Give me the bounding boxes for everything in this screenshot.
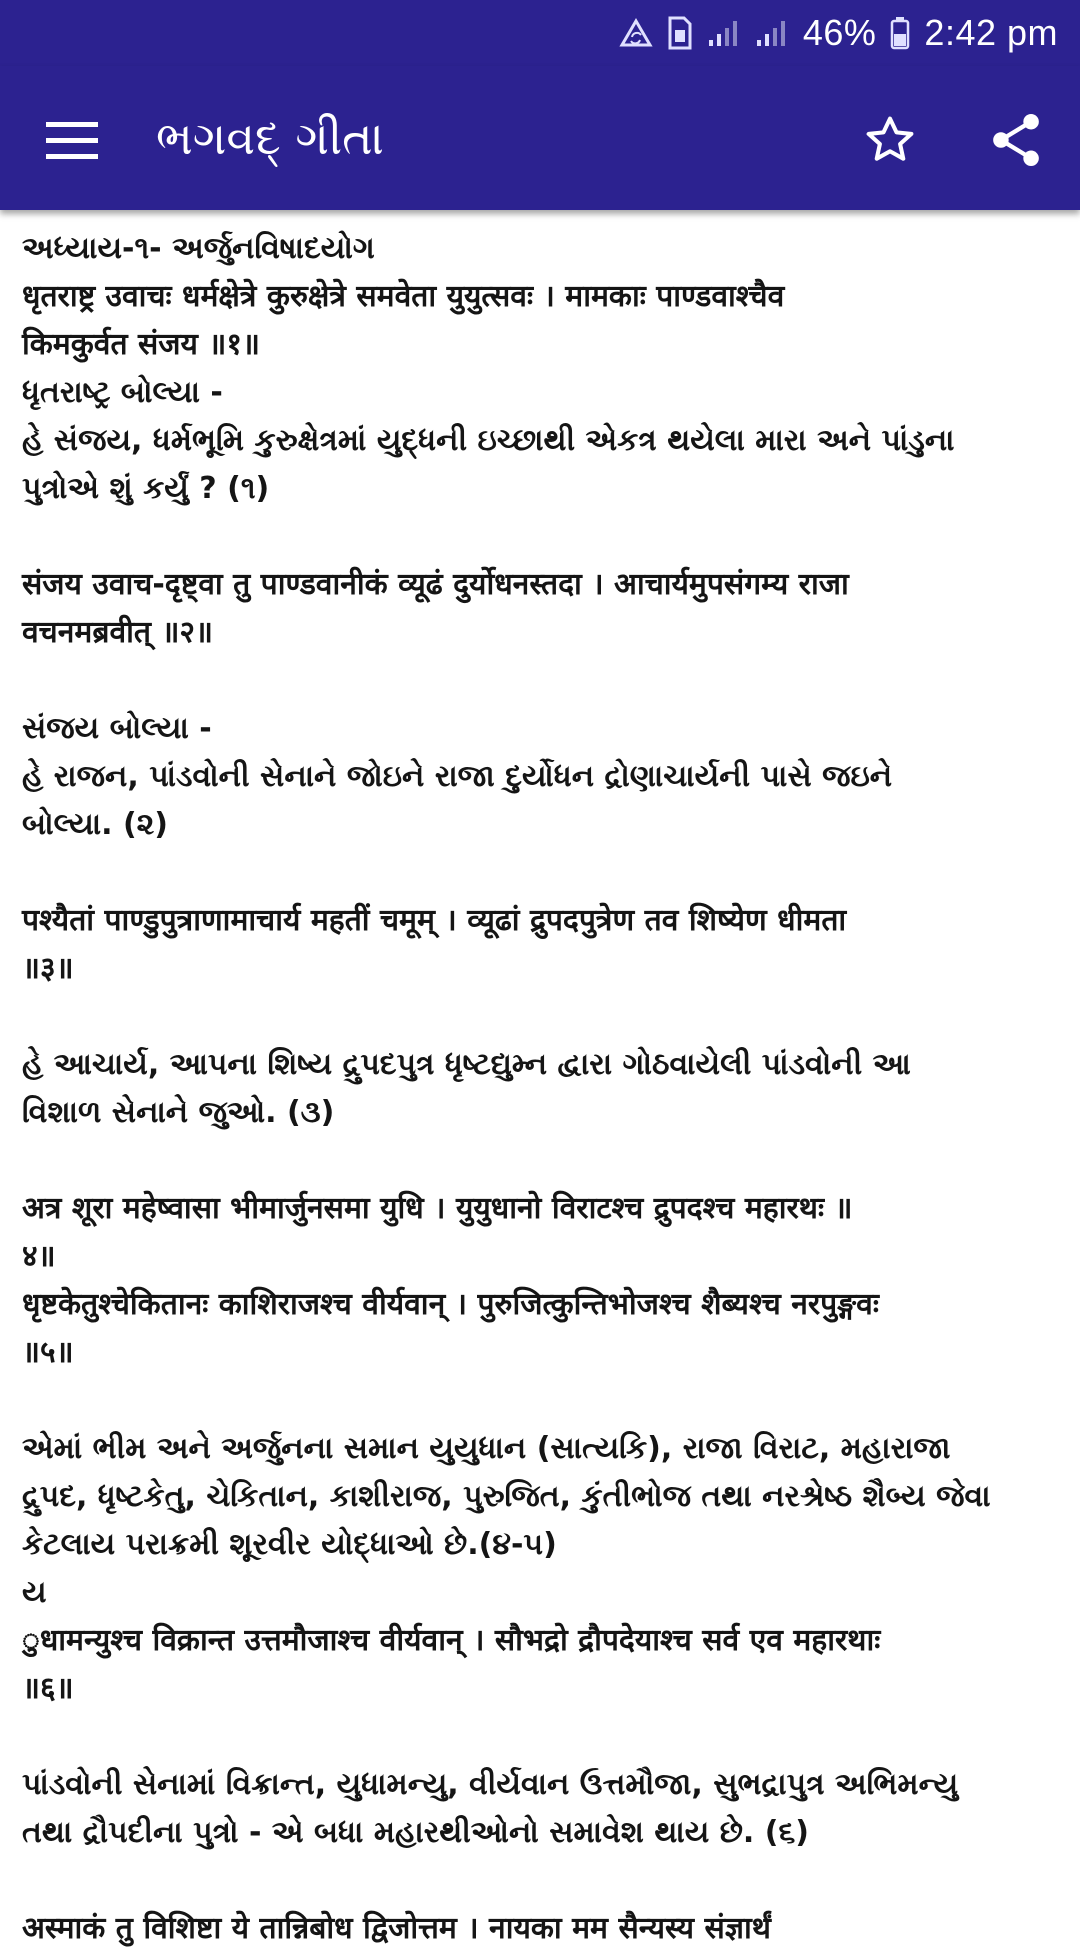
text-line: પુત્રોએ શું કર્યું ? (૧): [22, 471, 270, 506]
paragraph-spacer: [22, 1137, 1062, 1185]
app-bar: [0, 66, 1080, 210]
battery-icon: [890, 16, 910, 50]
text-line: ॥६॥: [22, 1671, 74, 1706]
battery-percent: 46%: [802, 12, 877, 53]
star-icon: [863, 113, 917, 167]
sim-icon: [667, 16, 693, 50]
text-line: ય: [22, 1575, 47, 1610]
paragraph-spacer: [22, 849, 1062, 897]
text-line: धृतराष्ट्र उवाचः धर्मक्षेत्रे कुरुक्षेत्रे समवेता युयुत्सवः । मामकाः पाण्डवाश्चैव: [22, 279, 785, 314]
text-line: अस्माकं तु विशिष्टा ये तान्निबोध द्विजोत्तम । नायका मम सैन्यस्य संज्ञार्थं: [22, 1911, 771, 1946]
text-line: ધૃતરાષ્ટ્ર બોલ્યા -: [22, 375, 223, 410]
text-line: તથા દ્રૌપદીના પુત્રો - એ બધા મહારથીઓનો સમાવેશ થાય છે. (૬): [22, 1815, 809, 1850]
text-line: બોલ્યા. (૨): [22, 807, 168, 842]
text-line: ुधामन्युश्च विक्रान्त उत्तमौजाश्च वीर्यवान् । सौभद्रो द्रौपदेयाश्च सर्व एव महारथाः: [22, 1623, 881, 1658]
text-line: પાંડવોની સેનામાં વિક્રાન્ત, યુધામન્યુ, વીર્યવાન ઉત્તમૌજા, સુભદ્રાપુત્ર અભિમન્યુ: [22, 1767, 959, 1802]
text-line: ४॥: [22, 1239, 56, 1274]
text-line: अत्र शूरा महेष्वासा भीमार्जुनसमा युधि । युयुधानो विराटश्च द्रुपदश्च महारथः ॥: [22, 1191, 853, 1226]
sync-icon: [619, 18, 653, 48]
menu-icon: [46, 120, 98, 160]
share-button[interactable]: [978, 102, 1054, 178]
paragraph-spacer: [22, 513, 1062, 561]
app-title: ભગવદ્ ગીતા: [156, 111, 384, 165]
paragraph-spacer: [22, 1713, 1062, 1761]
text-line: સંજય બોલ્યા -: [22, 711, 212, 746]
share-icon: [990, 112, 1042, 168]
text-line: વિશાળ સેનાને જુઓ. (૩): [22, 1095, 335, 1130]
menu-button[interactable]: [34, 102, 110, 178]
text-line: હે સંજય, ધર્મભૂમિ કુરુક્ષેત્રમાં યુદ્ધની ઇચ્છાથી એકત્ર થયેલા મારા અને પાંડુના: [22, 423, 955, 458]
text-line: હે આચાર્ય, આપના શિષ્ય દ્રુપદપુત્ર ધૃષ્ટદ્યુમ્ન દ્વારા ગોઠવાયેલી પાંડવોની આ: [22, 1047, 911, 1082]
favorite-button[interactable]: [852, 102, 928, 178]
text-line: હે રાજન, પાંડવોની સેનાને જોઇને રાજા દુર્યોધન દ્રોણાચાર્યની પાસે જઇને: [22, 759, 893, 794]
text-line: કેટલાય પરાક્રમી શૂરવીર યોદ્ધાઓ છે.(૪-૫): [22, 1527, 557, 1562]
verse-text-content: [22, 225, 1062, 1946]
text-line: ॥३॥: [22, 951, 74, 986]
paragraph-spacer: [22, 657, 1062, 705]
signal-icon: [707, 18, 741, 48]
text-line: धृष्टकेतुश्चेकितानः काशिराजश्च वीर्यवान् । पुरुजित्कुन्तिभोजश्च शैब्यश्च नरपुङ्गवः: [22, 1287, 879, 1322]
paragraph-spacer: [22, 1857, 1062, 1905]
status-bar: [0, 0, 1080, 66]
text-line: ॥५॥: [22, 1335, 74, 1370]
text-line: वचनमब्रवीत् ॥२॥: [22, 615, 213, 650]
clock: 2:42 pm: [924, 12, 1058, 53]
text-line: संजय उवाच-दृष्ट्वा तु पाण्डवानीकं व्यूढं दुर्योधनस्तदा । आचार्यमुपसंगम्य राजा: [22, 567, 849, 602]
text-line: દ્રુપદ, ધૃષ્ટકેતુ, ચેકિતાન, કાશીરાજ, પુરુજિત, કુંતીભોજ તથા નરશ્રેષ્ઠ શૈબ્ય જેવા: [22, 1479, 991, 1514]
text-line: किमकुर्वत संजय ॥१॥: [22, 327, 260, 362]
text-line: એમાં ભીમ અને અર્જુનના સમાન યુયુધાન (સાત્યકિ), રાજા વિરાટ, મહારાજા: [22, 1431, 951, 1466]
text-line: पश्यैतां पाण्डुपुत्राणामाचार्य महतीं चमूम् । व्यूढां द्रुपदपुत्रेण तव शिष्येण धीमता: [22, 903, 847, 938]
paragraph-spacer: [22, 993, 1062, 1041]
text-line: અધ્યાય-૧- અર્જુનવિષાદયોગ: [22, 231, 375, 266]
paragraph-spacer: [22, 1377, 1062, 1425]
signal-icon: [755, 18, 789, 48]
